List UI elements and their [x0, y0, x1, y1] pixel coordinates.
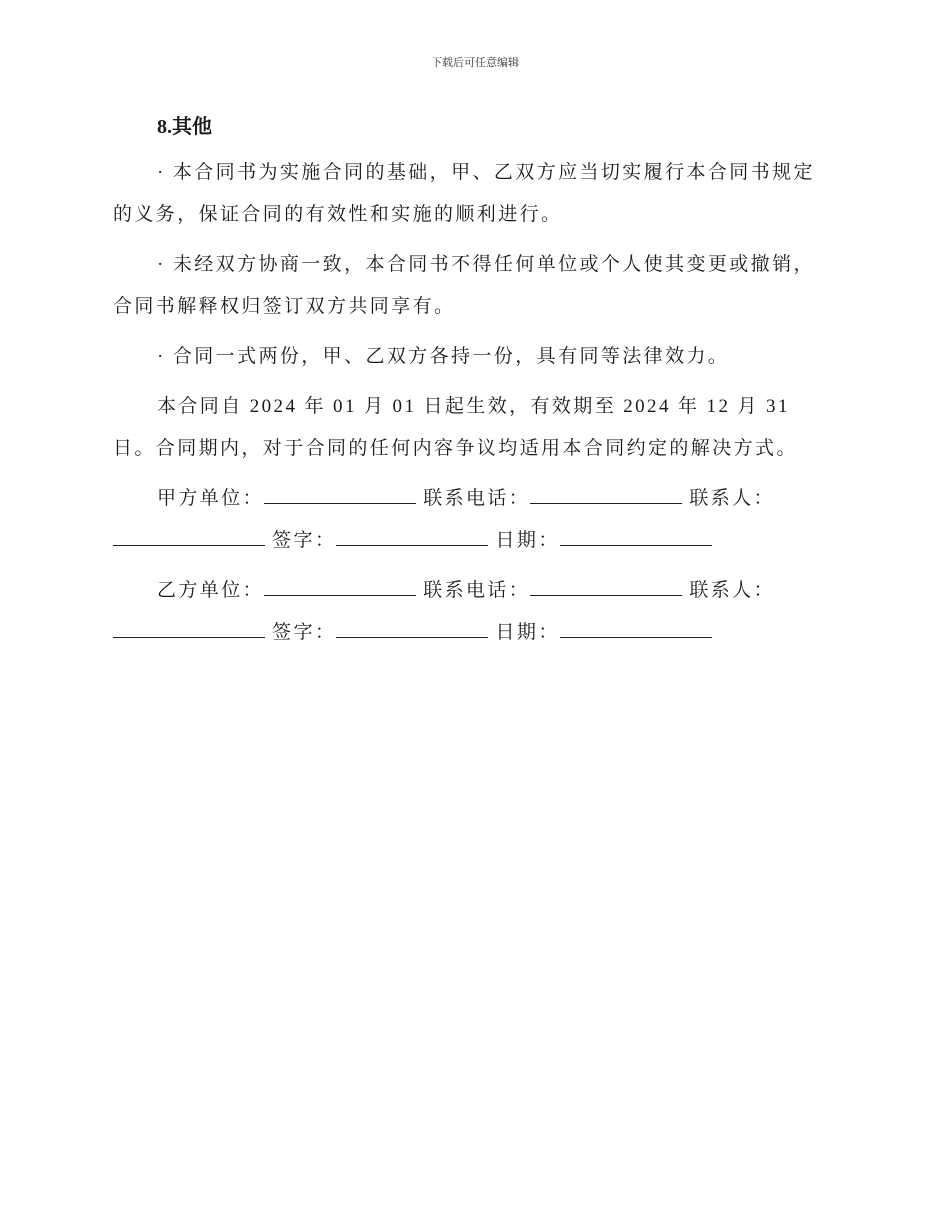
- party-a-phone-blank[interactable]: [530, 485, 682, 504]
- party-b-sign-label: 签字：: [272, 622, 337, 643]
- party-a-signature-block: [113, 478, 823, 562]
- party-a-phone-label: 联系电话：: [423, 488, 531, 509]
- party-b-signature-block: [113, 570, 823, 654]
- party-b-unit-label: 乙方单位：: [157, 580, 265, 601]
- party-a-contact-blank[interactable]: [113, 527, 265, 546]
- party-b-sign-blank[interactable]: [336, 619, 488, 638]
- party-a-sign-label: 签字：: [272, 530, 337, 551]
- paragraph-4: 本合同自 2024 年 01 月 01 日起生效，有效期至 2024 年 12 月 31 日。合同期内，对于合同的任何内容争议均适用本合同约定的解决方式。: [113, 396, 798, 459]
- party-b-contact-label: 联系人：: [689, 580, 775, 601]
- party-a-unit-label: 甲方单位：: [157, 488, 265, 509]
- paragraph-3: · 合同一式两份，甲、乙双方各持一份，具有同等法律效力。: [157, 346, 730, 367]
- party-b-phone-label: 联系电话：: [423, 580, 531, 601]
- party-b-date-label: 日期：: [495, 622, 560, 643]
- party-a-contact-label: 联系人：: [689, 488, 775, 509]
- section-heading: 8.其他: [157, 116, 212, 138]
- party-b-date-blank[interactable]: [560, 619, 712, 638]
- paragraph-2: · 未经双方协商一致，本合同书不得任何单位或个人使其变更或撤销，合同书解释权归签订双方共同享有。: [113, 254, 815, 317]
- party-a-date-blank[interactable]: [560, 527, 712, 546]
- document-body: [113, 110, 823, 654]
- page-header: 下载后可任意编辑: [431, 57, 519, 69]
- party-a-sign-blank[interactable]: [336, 527, 488, 546]
- paragraph-1: · 本合同书为实施合同的基础，甲、乙双方应当切实履行本合同书规定的义务，保证合同的有效性和实施的顺利进行。: [113, 162, 815, 225]
- party-a-date-label: 日期：: [495, 530, 560, 551]
- party-a-unit-blank[interactable]: [264, 485, 416, 504]
- party-b-unit-blank[interactable]: [264, 577, 416, 596]
- party-b-phone-blank[interactable]: [530, 577, 682, 596]
- party-b-contact-blank[interactable]: [113, 619, 265, 638]
